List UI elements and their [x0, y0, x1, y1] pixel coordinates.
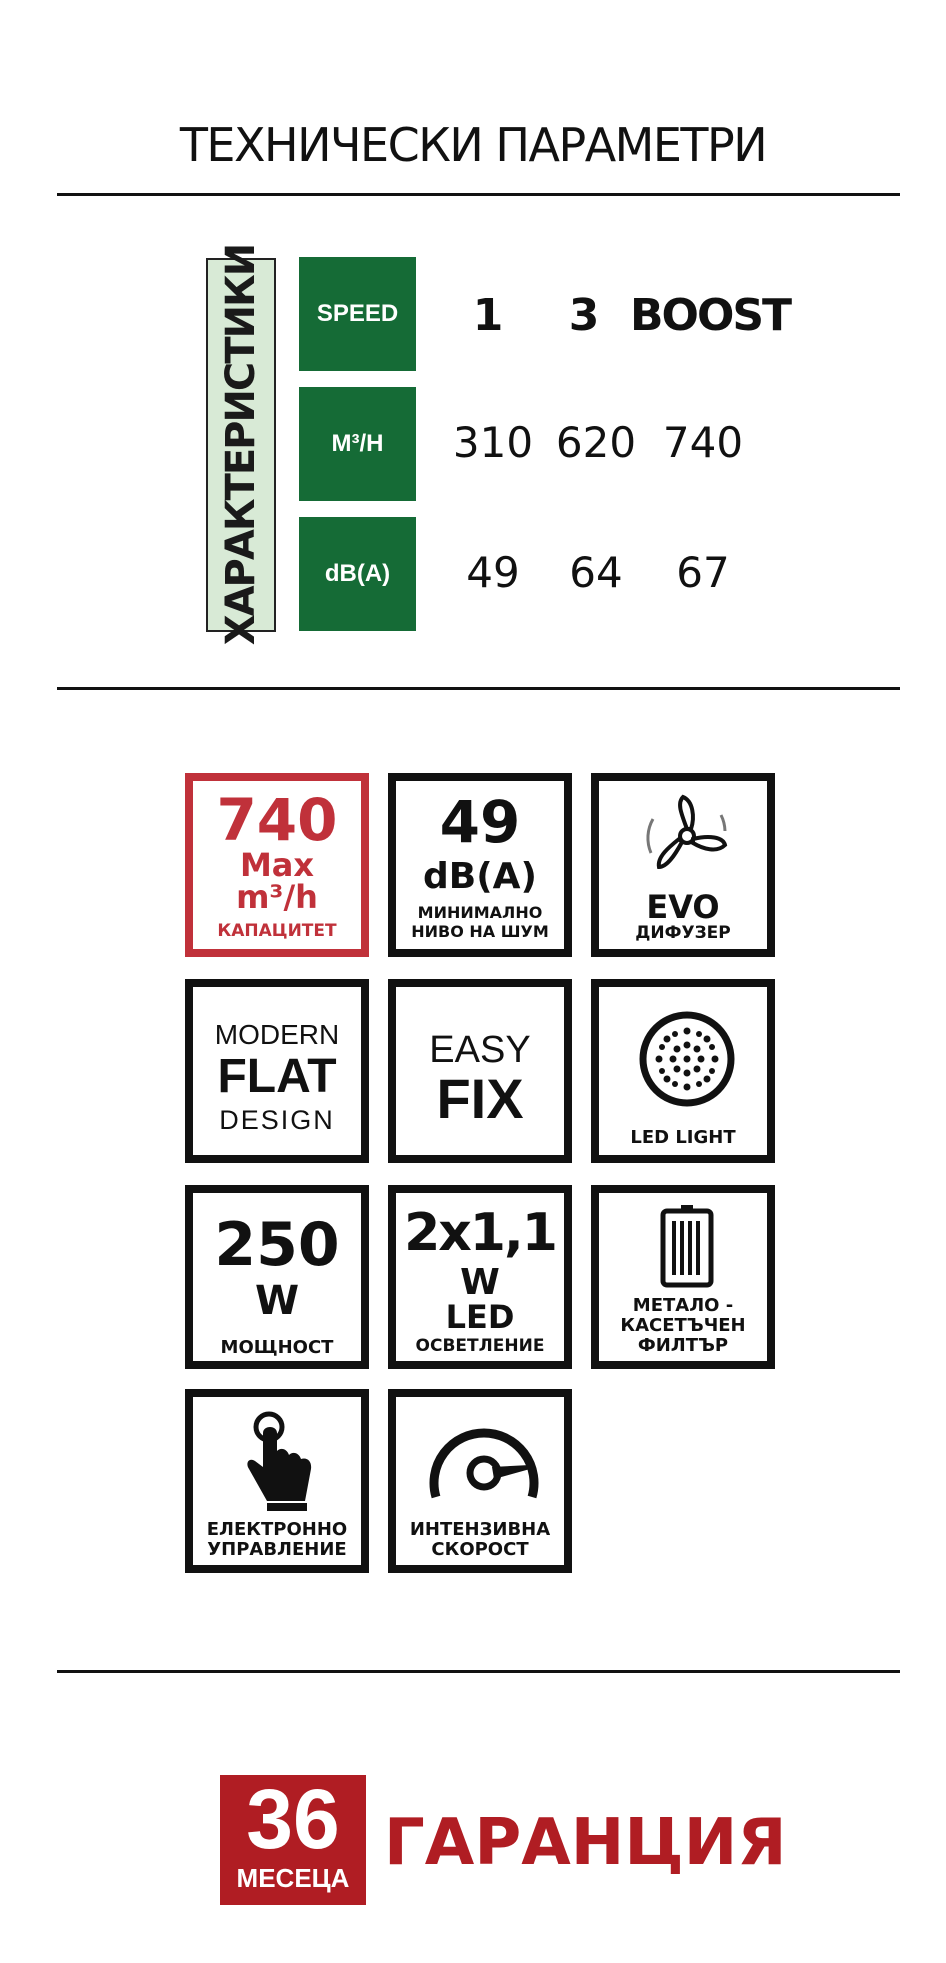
feature-capacity [185, 773, 369, 957]
capacity-unit: m³/h [236, 878, 318, 916]
warranty-badge [220, 1772, 366, 1905]
side-label-text: ХАРАКТЕРИСТИКИ [218, 244, 264, 646]
page-title: ТЕХНИЧЕСКИ ПАРАМЕТРИ [179, 118, 767, 172]
power-caption: МОЩНОСТ [220, 1337, 334, 1358]
warranty-label: ГАРАНЦИЯ [384, 1806, 787, 1880]
lighting-number: 2x1,1 [404, 1203, 556, 1263]
filter-line-2: КАСЕТЪЧЕН [620, 1315, 746, 1336]
fan-icon [637, 791, 737, 881]
speed-line-2: СКОРОСТ [431, 1539, 529, 1560]
led-caption: LED LIGHT [630, 1127, 736, 1148]
airflow-1: 310 [452, 418, 534, 467]
airflow-3: 620 [555, 418, 637, 467]
feature-lighting [388, 1185, 572, 1369]
divider [57, 193, 900, 196]
capacity-number: 740 [216, 786, 338, 854]
speed-3: 3 [568, 290, 598, 341]
characteristics-side-label [206, 244, 276, 646]
feature-led-light [591, 979, 775, 1163]
feature-noise [388, 773, 572, 957]
row-head-noise: dB(A) [299, 517, 416, 631]
noise-boost: 67 [676, 548, 730, 597]
filter-line-3: ФИЛТЪР [637, 1335, 729, 1356]
easyfix-line-1: EASY [429, 1029, 531, 1071]
noise-caption-2: НИВО НА ШУМ [411, 922, 549, 941]
noise-unit: dB(A) [423, 856, 537, 897]
power-unit: W [254, 1278, 300, 1324]
lighting-unit: W [460, 1262, 500, 1303]
diffuser-line-2: ДИФУЗЕР [635, 923, 731, 943]
speed-boost: BOOST [630, 290, 791, 341]
feature-easy-fix [388, 979, 572, 1163]
touch-hand-icon [245, 1409, 321, 1513]
noise-3: 64 [569, 548, 623, 597]
control-line-2: УПРАВЛЕНИЕ [207, 1539, 347, 1560]
divider [57, 687, 900, 690]
feature-design [185, 979, 369, 1163]
design-line-1: MODERN [214, 1019, 340, 1050]
design-line-2: FLAT [217, 1050, 337, 1103]
design-line-3: DESIGN [219, 1105, 335, 1135]
capacity-caption: КАПАЦИТЕТ [217, 921, 337, 941]
filter-line-1: МЕТАЛО - [632, 1295, 734, 1316]
airflow-boost: 740 [662, 418, 744, 467]
lighting-caption: ОСВЕТЛЕНИЕ [415, 1336, 545, 1356]
led-light-icon [637, 1009, 737, 1109]
power-number: 250 [214, 1210, 340, 1280]
feature-control [185, 1389, 369, 1573]
noise-caption-1: МИНИМАЛНО [417, 903, 543, 922]
noise-1: 49 [466, 548, 520, 597]
feature-diffuser [591, 773, 775, 957]
divider [57, 1670, 900, 1673]
speed-1: 1 [472, 290, 502, 341]
control-line-1: ЕЛЕКТРОННО [206, 1519, 348, 1540]
row-head-speed: SPEED [299, 257, 416, 371]
lighting-unit-led: LED [445, 1298, 515, 1336]
warranty-unit: МЕСЕЦА [236, 1863, 350, 1893]
capacity-max: Max [239, 846, 315, 884]
feature-power [185, 1185, 369, 1369]
speedometer-icon [426, 1413, 542, 1503]
feature-speed [388, 1389, 572, 1573]
warranty-number: 36 [246, 1772, 340, 1866]
speed-line-1: ИНТЕНЗИВНА [409, 1519, 551, 1540]
filter-icon [657, 1203, 717, 1289]
row-head-airflow: M³/H [299, 387, 416, 501]
noise-number: 49 [439, 788, 521, 856]
easyfix-line-2: FIX [436, 1067, 524, 1130]
feature-filter [591, 1185, 775, 1369]
diffuser-line-1: EVO [646, 888, 720, 926]
